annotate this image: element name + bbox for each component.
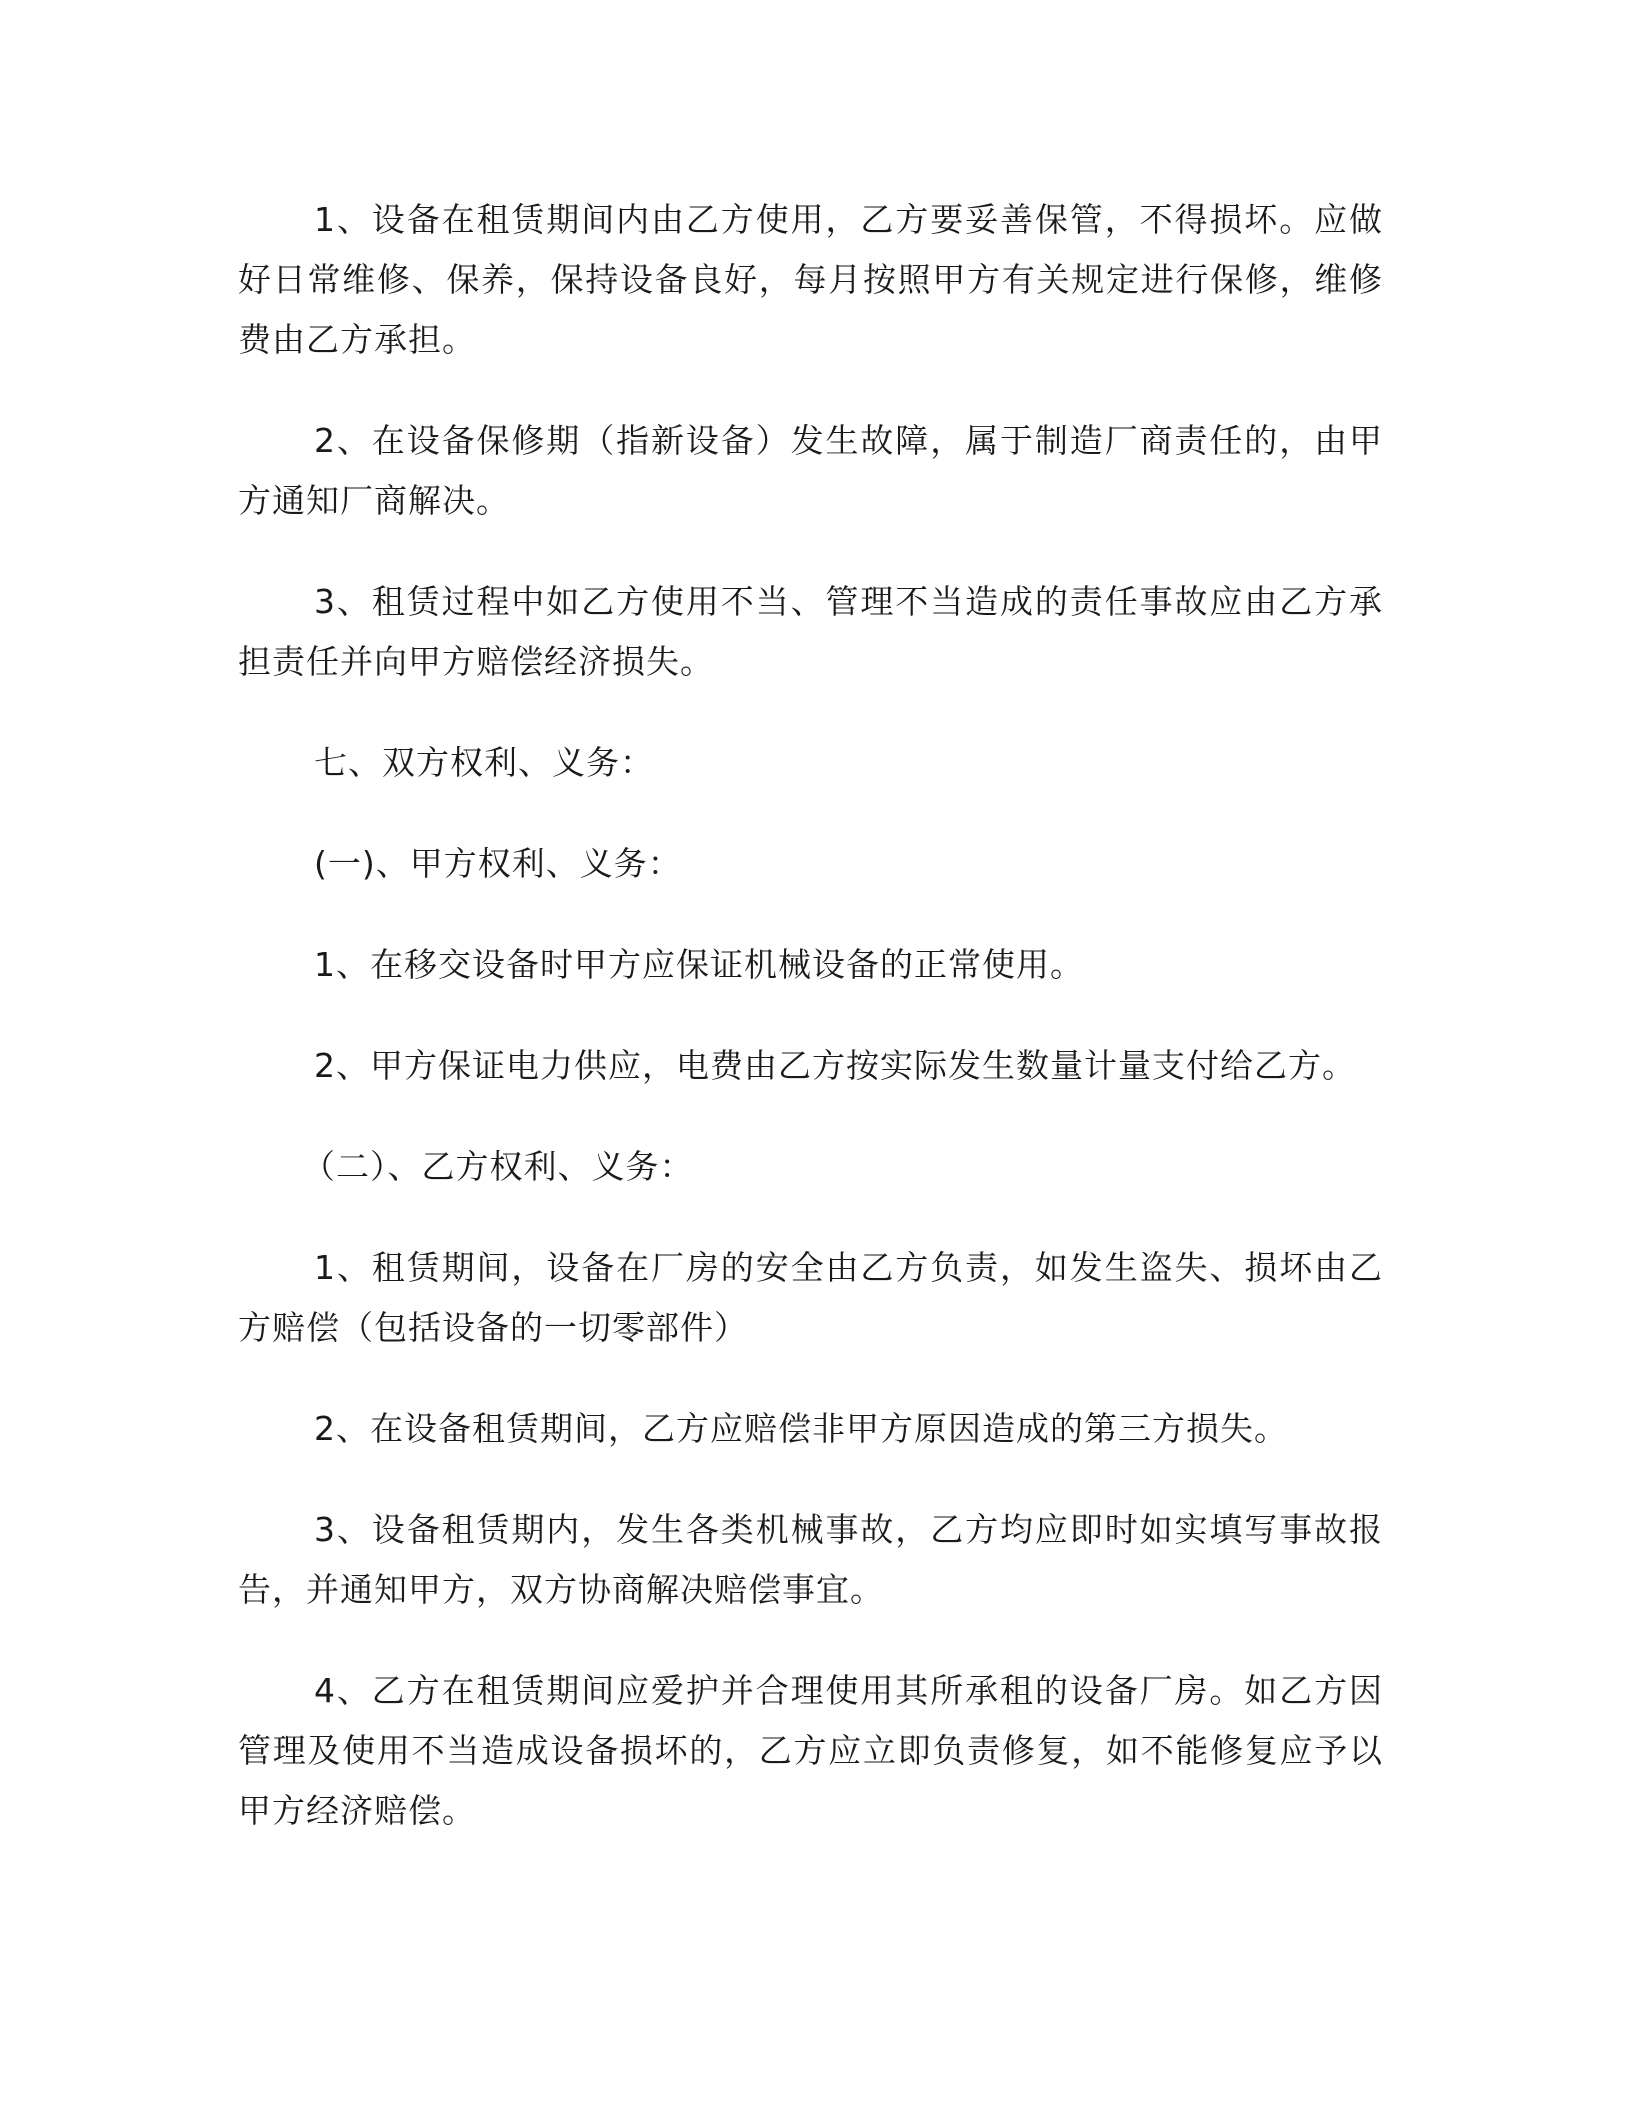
clause-warranty: 2、在设备保修期（指新设备）发生故障，属于制造厂商责任的，由甲方通知厂商解决。 [238, 421, 1383, 520]
section-heading-rights-obligations: 七、双方权利、义务： [314, 743, 654, 782]
clause-party-b-3: 3、设备租赁期内，发生各类机械事故，乙方均应即时如实填写事故报告，并通知甲方，双方协商解决赔偿事宜。 [238, 1510, 1383, 1609]
clause-party-a-2: 2、甲方保证电力供应，电费由乙方按实际发生数量计量支付给乙方。 [314, 1046, 1356, 1085]
clause-party-b-2: 2、在设备租赁期间，乙方应赔偿非甲方原因造成的第三方损失。 [314, 1409, 1288, 1448]
document-page [238, 190, 1383, 1841]
clause-maintenance: 1、设备在租赁期间内由乙方使用，乙方要妥善保管，不得损坏。应做好日常维修、保养，保持设备良好，每月按照甲方有关规定进行保修，维修费由乙方承担。 [238, 200, 1383, 359]
subsection-heading-party-b: （二）、乙方权利、义务： [302, 1147, 694, 1186]
clause-party-b-1: 1、租赁期间，设备在厂房的安全由乙方负责，如发生盗失、损坏由乙方赔偿（包括设备的一切零部件） [238, 1248, 1383, 1347]
subsection-heading-party-a: (一)、甲方权利、义务： [314, 844, 682, 883]
clause-party-a-1: 1、在移交设备时甲方应保证机械设备的正常使用。 [314, 945, 1084, 984]
clause-party-b-4: 4、乙方在租赁期间应爱护并合理使用其所承租的设备厂房。如乙方因管理及使用不当造成设备损坏的，乙方应立即负责修复，如不能修复应予以甲方经济赔偿。 [238, 1671, 1383, 1830]
clause-liability: 3、租赁过程中如乙方使用不当、管理不当造成的责任事故应由乙方承担责任并向甲方赔偿经济损失。 [238, 582, 1383, 681]
